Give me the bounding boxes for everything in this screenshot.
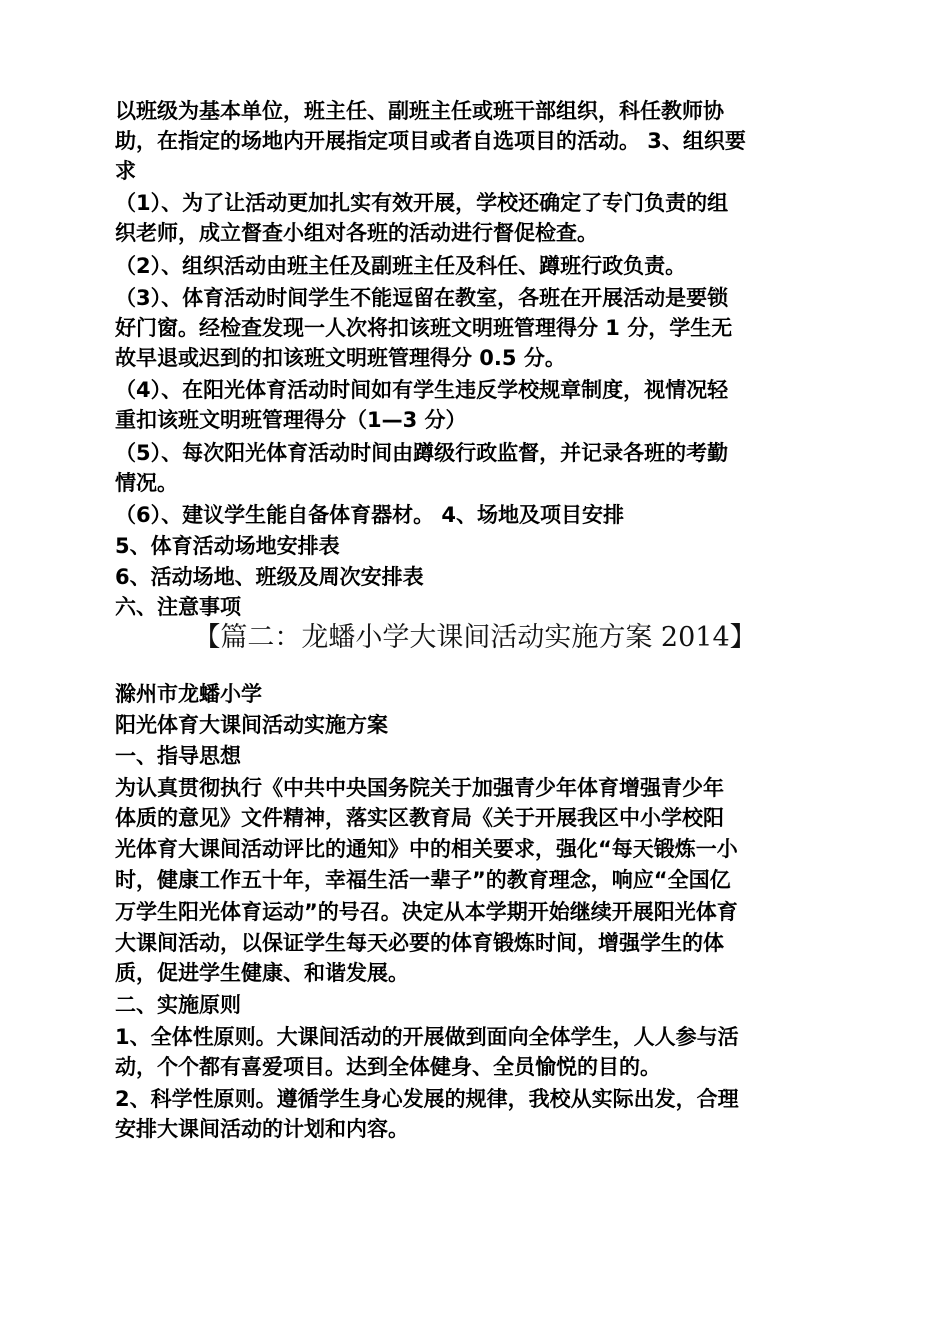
text-line: 6、活动场地、班级及周次安排表 — [115, 565, 424, 589]
text-line: 二、实施原则 — [115, 993, 241, 1017]
text-line: （2）、组织活动由班主任及副班主任及科任、蹲班行政负责。 — [115, 254, 687, 278]
text-line: 光体育大课间活动评比的通知》中的相关要求，强化“每天锻炼一小 — [115, 837, 738, 861]
text-line: （1）、为了让活动更加扎实有效开展，学校还确定了专门负责的组 — [115, 191, 729, 215]
text-line: 万学生阳光体育运动”的号召。决定从本学期开始继续开展阳光体育 — [115, 900, 738, 924]
text-line: （3）、体育活动时间学生不能逗留在教室，各班在开展活动是要锁 — [115, 286, 729, 310]
text-line: 动，个个都有喜爱项目。达到全体健身、全员愉悦的目的。 — [115, 1055, 661, 1079]
text-line: 安排大课间活动的计划和内容。 — [115, 1117, 409, 1141]
text-line: 阳光体育大课间活动实施方案 — [115, 713, 388, 737]
text-line: 以班级为基本单位，班主任、副班主任或班干部组织，科任教师协 — [115, 99, 724, 123]
text-line: 滁州市龙蟠小学 — [115, 682, 262, 706]
text-line: 时，健康工作五十年，幸福生活一辈子”的教育理念，响应“全国亿 — [115, 868, 731, 892]
text-line: （4）、在阳光体育活动时间如有学生违反学校规章制度，视情况轻 — [115, 378, 729, 402]
text-line: 助，在指定的场地内开展指定项目或者自选项目的活动。 3、组织要 — [115, 129, 746, 153]
text-line: （6）、建议学生能自备体育器材。 4、场地及项目安排 — [115, 503, 625, 527]
text-line: 大课间活动，以保证学生每天必要的体育锻炼时间，增强学生的体 — [115, 931, 724, 955]
text-line: 求 — [115, 159, 136, 183]
text-line: 情况。 — [115, 471, 178, 495]
text-line: 重扣该班文明班管理得分（1—3 分） — [115, 408, 467, 432]
text-line: 质，促进学生健康、和谐发展。 — [115, 961, 409, 985]
text-line: 2、科学性原则。遵循学生身心发展的规律，我校从实际出发，合理 — [115, 1087, 739, 1111]
text-line: 故早退或迟到的扣该班文明班管理得分 0.5 分。 — [115, 346, 566, 370]
text-line: 1、全体性原则。大课间活动的开展做到面向全体学生，人人参与活 — [115, 1025, 739, 1049]
text-line: 好门窗。经检查发现一人次将扣该班文明班管理得分 1 分，学生无 — [115, 316, 733, 340]
text-line: 一、指导思想 — [115, 744, 241, 768]
text-line: 体质的意见》文件精神，落实区教育局《关于开展我区中小学校阳 — [115, 806, 724, 830]
text-line: 为认真贯彻执行《中共中央国务院关于加强青少年体育增强青少年 — [115, 776, 724, 800]
text-line: （5）、每次阳光体育活动时间由蹲级行政监督，并记录各班的考勤 — [115, 441, 729, 465]
text-line: 织老师，成立督查小组对各班的活动进行督促检查。 — [115, 221, 598, 245]
text-line: 5、体育活动场地安排表 — [115, 534, 340, 558]
section-title: 【篇二：龙蟠小学大课间活动实施方案 2014】 — [193, 622, 757, 653]
text-line: 六、注意事项 — [115, 595, 241, 619]
